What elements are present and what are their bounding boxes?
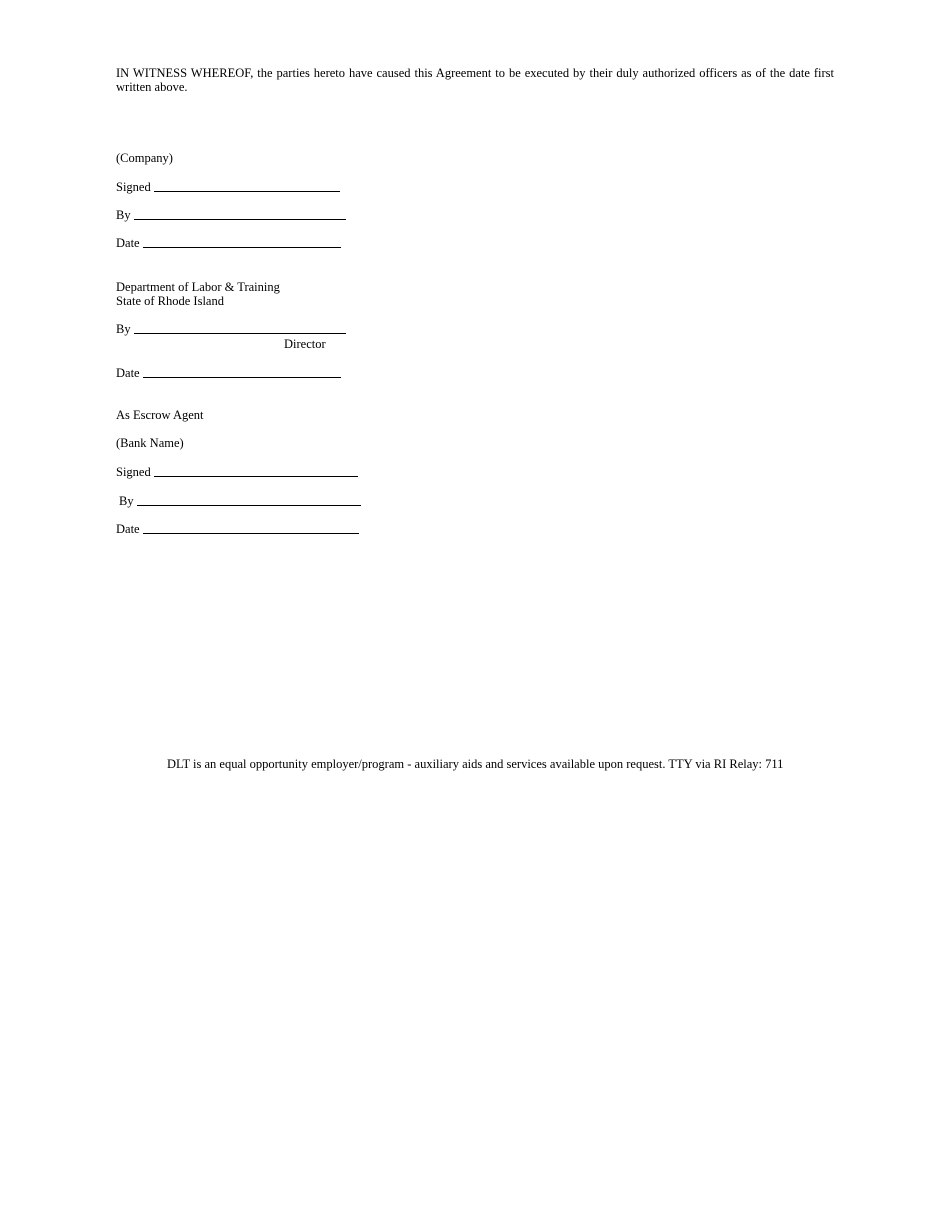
department-date-label: Date [116,366,140,380]
company-by-label: By [116,208,131,222]
escrow-signed-label: Signed [116,465,151,479]
company-date-label: Date [116,236,140,250]
escrow-signature-line[interactable] [154,475,358,477]
escrow-bank-name: (Bank Name) [116,436,184,450]
escrow-date-line[interactable] [143,532,359,534]
department-state: State of Rhode Island [116,294,224,308]
department-date-line[interactable] [143,376,341,378]
department-director-title: Director [284,337,326,351]
escrow-heading: As Escrow Agent [116,408,204,422]
witness-clause: IN WITNESS WHEREOF, the parties hereto have caused this Agreement to be executed by their duly authorized officers as of the date first written above. [116,66,834,94]
department-by-row [116,322,346,336]
company-date-line[interactable] [143,246,341,248]
escrow-by-row [119,494,361,508]
department-name: Department of Labor & Training [116,280,280,294]
department-by-label: By [116,322,131,336]
escrow-by-line[interactable] [137,504,361,506]
company-date-row [116,236,341,250]
equal-opportunity-notice: DLT is an equal opportunity employer/program - auxiliary aids and services available upon request. TTY via RI Relay: 711 [167,757,784,771]
company-by-row [116,208,346,222]
escrow-date-row [116,522,359,536]
department-date-row [116,366,341,380]
escrow-by-label: By [119,494,134,508]
company-signed-label: Signed [116,180,151,194]
company-heading: (Company) [116,151,173,165]
escrow-date-label: Date [116,522,140,536]
company-signed-row [116,180,340,194]
department-by-line[interactable] [134,332,346,334]
company-by-line[interactable] [134,218,346,220]
escrow-signed-row [116,465,358,479]
company-signature-line[interactable] [154,190,340,192]
